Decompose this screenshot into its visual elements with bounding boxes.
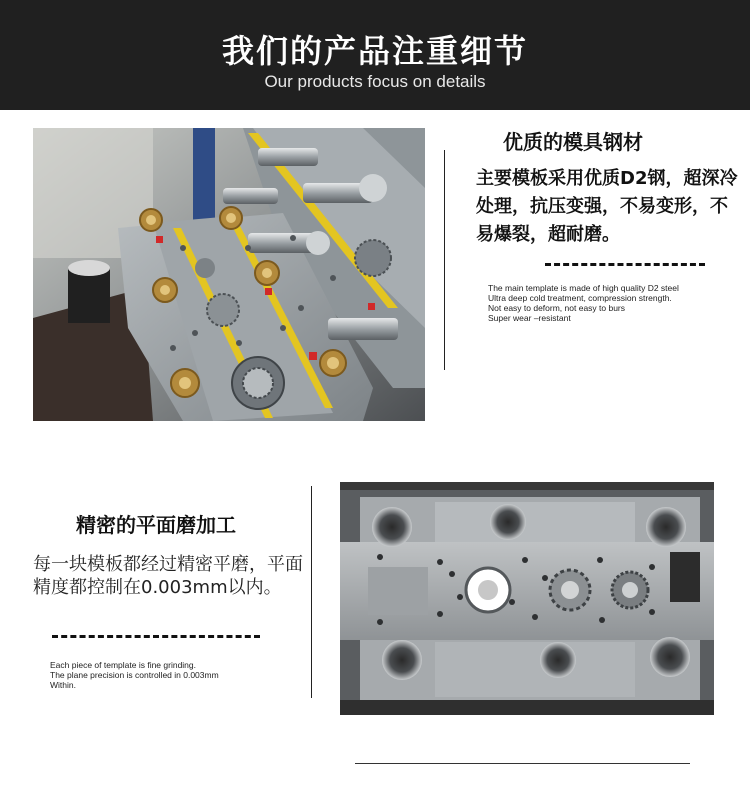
section2-title: 精密的平面磨加工 <box>76 513 236 537</box>
section2-english-line: Each piece of template is fine grinding. <box>50 660 197 670</box>
section2-english-line: Within. <box>50 680 76 690</box>
section1-english-line: Super wear –resistant <box>488 313 571 323</box>
section1-title: 优质的模具钢材 <box>503 130 643 154</box>
divider-line <box>311 486 312 698</box>
section1-english-line: Ultra deep cold treatment, compression strength. <box>488 293 672 303</box>
section2-english-line: The plane precision is controlled in 0.003mm <box>50 670 219 680</box>
dashed-divider <box>545 252 705 266</box>
divider-line <box>355 763 690 764</box>
divider-line <box>444 150 445 370</box>
dashed-divider <box>52 624 260 638</box>
section1-english-line: The main template is made of high quality D2 steel <box>488 283 679 293</box>
ground-plate-photo <box>340 482 714 715</box>
section1-english-line: Not easy to deform, not easy to burs <box>488 303 626 313</box>
die-steel-photo <box>33 128 425 421</box>
section2-body: 每一块模板都经过精密平磨，平面精度都控制在0.003mm以内。 <box>33 554 303 598</box>
section1-body: 主要模板采用优质D2钢，超深冷处理，抗压变强，不易变形，不易爆裂，超耐磨。 <box>476 168 738 245</box>
page-subtitle: Our products focus on details <box>264 72 486 91</box>
header-banner <box>0 0 750 110</box>
section1-english <box>488 283 728 323</box>
page-title: 我们的产品注重细节 <box>221 32 528 70</box>
section2-english <box>50 660 290 690</box>
